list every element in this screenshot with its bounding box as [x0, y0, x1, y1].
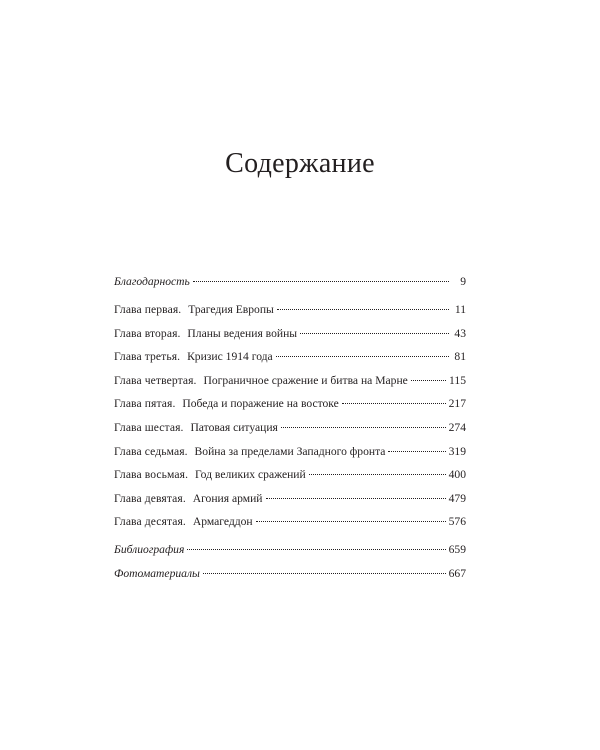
toc-chapter-number: Глава пятая. — [114, 397, 176, 411]
toc-entry-chapter-10 — [114, 512, 466, 532]
toc-entry-label: Пограничное сражение и битва на Марне — [203, 373, 408, 387]
toc-entry-label: Победа и поражение на востоке — [182, 397, 339, 411]
toc-page-number: 81 — [454, 350, 466, 364]
toc-entry-label: Благодарность — [114, 272, 192, 292]
dot-leader — [411, 380, 446, 381]
toc-entry-label: Трагедия Европы — [188, 303, 274, 316]
dot-leader — [388, 451, 445, 452]
toc-page-number: 43 — [454, 326, 466, 340]
dot-leader — [277, 309, 449, 310]
toc-chapter-number: Глава седьмая. — [114, 444, 188, 458]
toc-page-number: 400 — [448, 468, 466, 482]
toc-entry-acknowledgements — [114, 272, 466, 292]
toc-entry-chapter-6 — [114, 418, 466, 438]
toc-chapter-number: Глава первая. — [114, 303, 182, 316]
toc-entry-label: Армагеддон — [192, 515, 253, 529]
dot-leader — [342, 403, 446, 404]
toc-page-number: 319 — [448, 444, 466, 458]
toc-entry-label: Агония армий — [192, 491, 263, 505]
toc-entry-photographs — [114, 564, 466, 584]
toc-entry-chapter-3 — [114, 347, 466, 367]
toc-chapter-number: Глава третья. — [114, 350, 181, 364]
dot-leader — [300, 333, 449, 334]
toc-chapter-number: Глава четвертая. — [114, 373, 197, 387]
dot-leader — [193, 281, 449, 282]
toc-chapter-number: Глава шестая. — [114, 421, 184, 434]
toc-page-number: 659 — [448, 543, 466, 556]
toc-entry-chapter-8 — [114, 465, 466, 485]
toc-page-number: 9 — [460, 275, 466, 288]
toc-entry-label: Патовая ситуация — [190, 421, 278, 434]
toc-chapter-number: Глава десятая. — [114, 515, 186, 529]
dot-leader — [187, 549, 445, 550]
dot-leader — [266, 498, 446, 499]
toc-entry-bibliography — [114, 540, 466, 560]
toc-page-number: 217 — [448, 397, 466, 411]
toc-page-number: 115 — [449, 373, 466, 387]
toc-entry-chapter-5 — [114, 394, 466, 414]
toc-entry-label: Кризис 1914 года — [187, 350, 273, 364]
toc-page-number: 274 — [448, 421, 466, 434]
dot-leader — [276, 356, 449, 357]
toc-entry-chapter-7 — [114, 442, 466, 462]
toc-entry-label: Планы ведения войны — [187, 326, 298, 340]
toc-page-number: 11 — [454, 303, 466, 316]
dot-leader — [256, 521, 446, 522]
toc-chapter-number: Глава восьмая. — [114, 468, 189, 482]
dot-leader — [281, 427, 446, 428]
toc-entry-label: Фотоматериалы — [114, 564, 202, 584]
toc-page-number: 576 — [448, 515, 466, 529]
toc-page-number: 667 — [448, 566, 466, 580]
toc-entry-chapter-1 — [114, 300, 466, 320]
toc-chapter-number: Глава девятая. — [114, 491, 186, 505]
toc-entry-label: Библиография — [114, 540, 186, 560]
dot-leader — [309, 474, 446, 475]
toc-entry-chapter-4 — [114, 371, 466, 391]
toc-chapter-number: Глава вторая. — [114, 326, 181, 340]
toc-entry-chapter-9 — [114, 489, 466, 509]
toc-entry-label: Год великих сражений — [194, 468, 306, 482]
dot-leader — [203, 573, 446, 574]
page-title: Содержание — [225, 148, 375, 179]
toc-entry-label: Война за пределами Западного фронта — [194, 444, 386, 458]
toc-entry-chapter-2 — [114, 324, 466, 344]
toc-page-number: 479 — [448, 491, 466, 505]
